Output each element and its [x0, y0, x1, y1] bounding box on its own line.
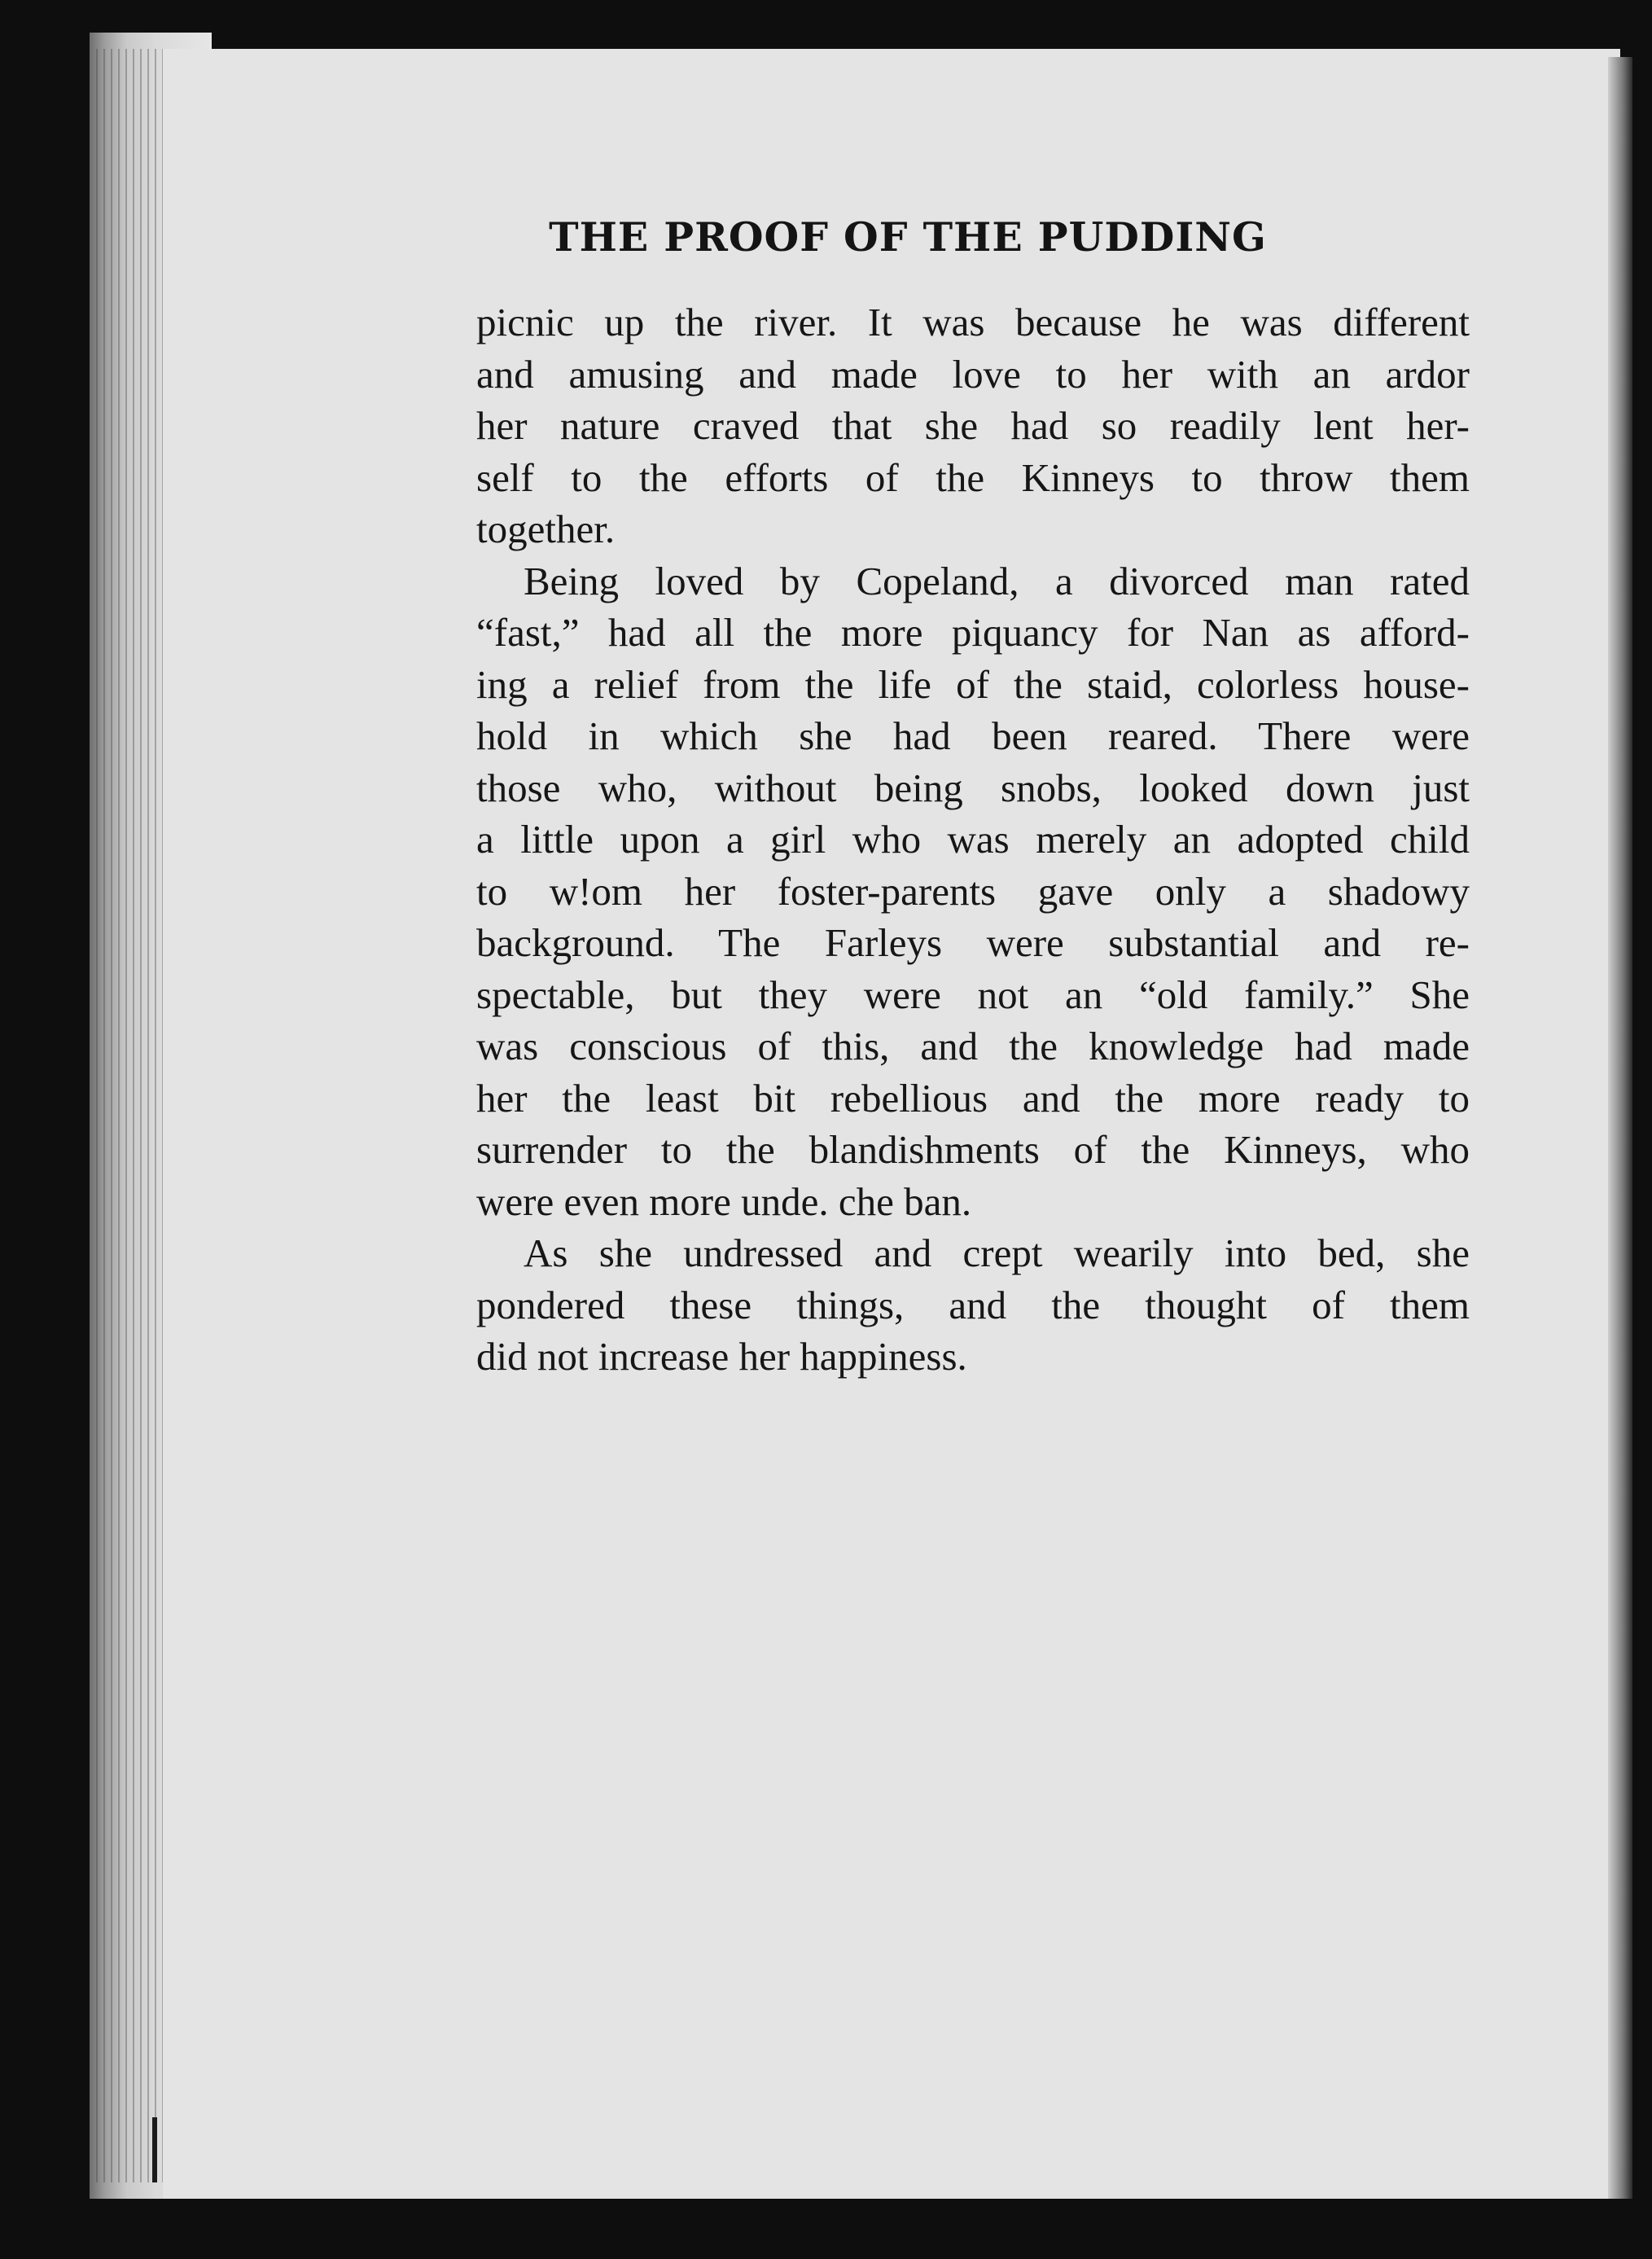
gutter-mark — [152, 2117, 157, 2182]
text-line: surrender to the blandishments of the Kinneys, who — [476, 1127, 1470, 1172]
spine-shadow — [1608, 57, 1632, 2199]
page-edge-lines — [96, 49, 169, 2182]
text-line: background. The Farleys were substantial and re- — [476, 920, 1470, 965]
text-line: did not increase her happiness. — [476, 1334, 967, 1379]
text-line: picnic up the river. It was because he was different — [476, 300, 1470, 344]
text-line: was conscious of this, and the knowledge had made — [476, 1024, 1470, 1068]
text-line: together. — [476, 507, 616, 551]
text-line: her nature craved that she had so readily lent her- — [476, 403, 1470, 448]
running-head: THE PROOF OF THE PUDDING — [549, 213, 1267, 261]
text-line: were even more unde. che ban. — [476, 1178, 972, 1224]
text-line: As she undressed and crept wearily into bed, she — [524, 1230, 1470, 1275]
text-line: those who, without being snobs, looked down just — [476, 765, 1470, 810]
text-line: and amusing and made love to her with an ardor — [476, 351, 1470, 397]
text-line: pondered these things, and the thought of them — [476, 1282, 1470, 1327]
text-line: spectable, but they were not an “old family.” She — [476, 972, 1470, 1017]
text-line: her the least bit rebellious and the more ready to — [476, 1075, 1470, 1121]
text-line: hold in which she had been reared. There were — [476, 713, 1470, 758]
text-line: “fast,” had all the more piquancy for Nan as afford- — [476, 610, 1470, 655]
text-line: a little upon a girl who was merely an adopted child — [476, 817, 1470, 862]
text-line: self to the efforts of the Kinneys to throw them — [476, 454, 1470, 500]
body-text — [476, 296, 1470, 1383]
text-line: Being loved by Copeland, a divorced man rated — [524, 558, 1470, 603]
text-line: ing a relief from the life of the staid, colorless house- — [476, 661, 1470, 707]
text-line: to w!om her foster-parents gave only a shadowy — [476, 868, 1470, 914]
